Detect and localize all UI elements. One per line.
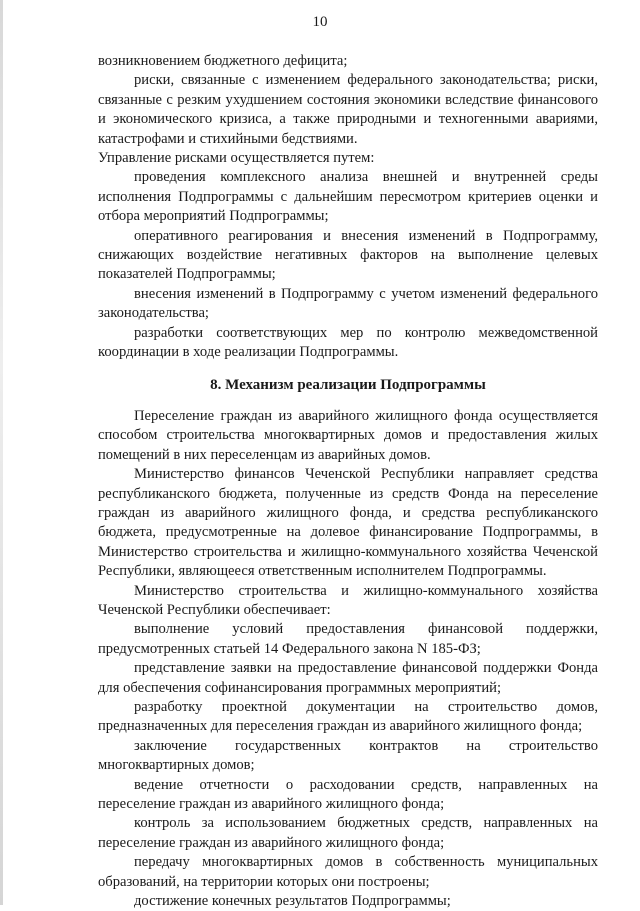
paragraph: оперативного реагирования и внесения изменений в Подпрограмму, снижающих воздействие негативных факторов на выполнение целевых показателей Подпрограммы; [98,227,598,283]
section-heading: 8. Механизм реализации Подпрограммы [210,376,486,393]
paragraph: контроль за использованием бюджетных средств, направленных на переселение граждан из аварийного жилищного фонда; [98,815,598,851]
paragraph: разработки соответствующих мер по контролю межведомственной координации в ходе реализации Подпрограммы. [98,324,598,361]
paragraph: Управление рисками осуществляется путем: [98,150,375,167]
paragraph: Переселение граждан из аварийного жилищного фонда осуществляется способом строительства многоквартирных домов и предоставления жилых помещений в них переселенцам из аварийных домов. [98,407,598,463]
paragraph: разработку проектной документации на строительство домов, предназначенных для переселения граждан из аварийного жилищного фонда; [98,699,598,735]
paragraph: представление заявки на предоставление финансовой поддержки Фонда для обеспечения софинансирования программных мероприятий; [98,660,598,696]
paragraph: Министерство строительства и жилищно-коммунального хозяйства Чеченской Республики обеспечивает: [98,582,598,618]
paragraph: возникновением бюджетного дефицита; [98,53,348,69]
paragraph: Министерство финансов Чеченской Республики направляет средства республиканского бюджета, полученные из средств Фонда на переселение граждан из аварийного жилищного фонда, и средства республиканского бюджета, предусмотренные на долевое финансирование Подпрограммы, в Министерство строительства и жилищно-коммунального хозяйства Чеченской Республики, являющееся ответственным исполнителем Подпрограммы. [98,466,598,580]
paragraph: выполнение условий предоставления финансовой поддержки, предусмотренных статьей 14 Федерального закона N 185-ФЗ; [98,621,598,657]
paragraph: ведение отчетности о расходовании средств, направленных на переселение граждан из аварийного жилищного фонда; [98,776,598,813]
paragraph: передачу многоквартирных домов в собственность муниципальных образований, на территории которых они построены; [98,854,598,890]
paragraph: заключение государственных контрактов на строительство многоквартирных домов; [98,737,598,774]
text-block-mechanism [98,407,598,911]
paragraph: достижение конечных результатов Подпрограммы; [134,893,451,910]
paragraph: внесения изменений в Подпрограмму с учетом изменений федерального законодательства; [98,285,598,322]
paragraph: риски, связанные с изменением федерального законодательства; риски, связанные с резким ухудшением состояния экономики вследствие финансового и экономического кризиса, а также природными и техногенными авариями, катастрофами и стихийными бедствиями. [98,72,598,147]
scan-edge [0,0,3,905]
text-block-risks [98,52,598,363]
document-body [98,52,598,911]
paragraph: проведения комплексного анализа внешней и внутренней среды исполнения Подпрограммы с дальнейшим пересмотром критериев оценки и отбора мероприятий Подпрограммы; [98,169,598,225]
page-number: 10 [312,14,328,30]
